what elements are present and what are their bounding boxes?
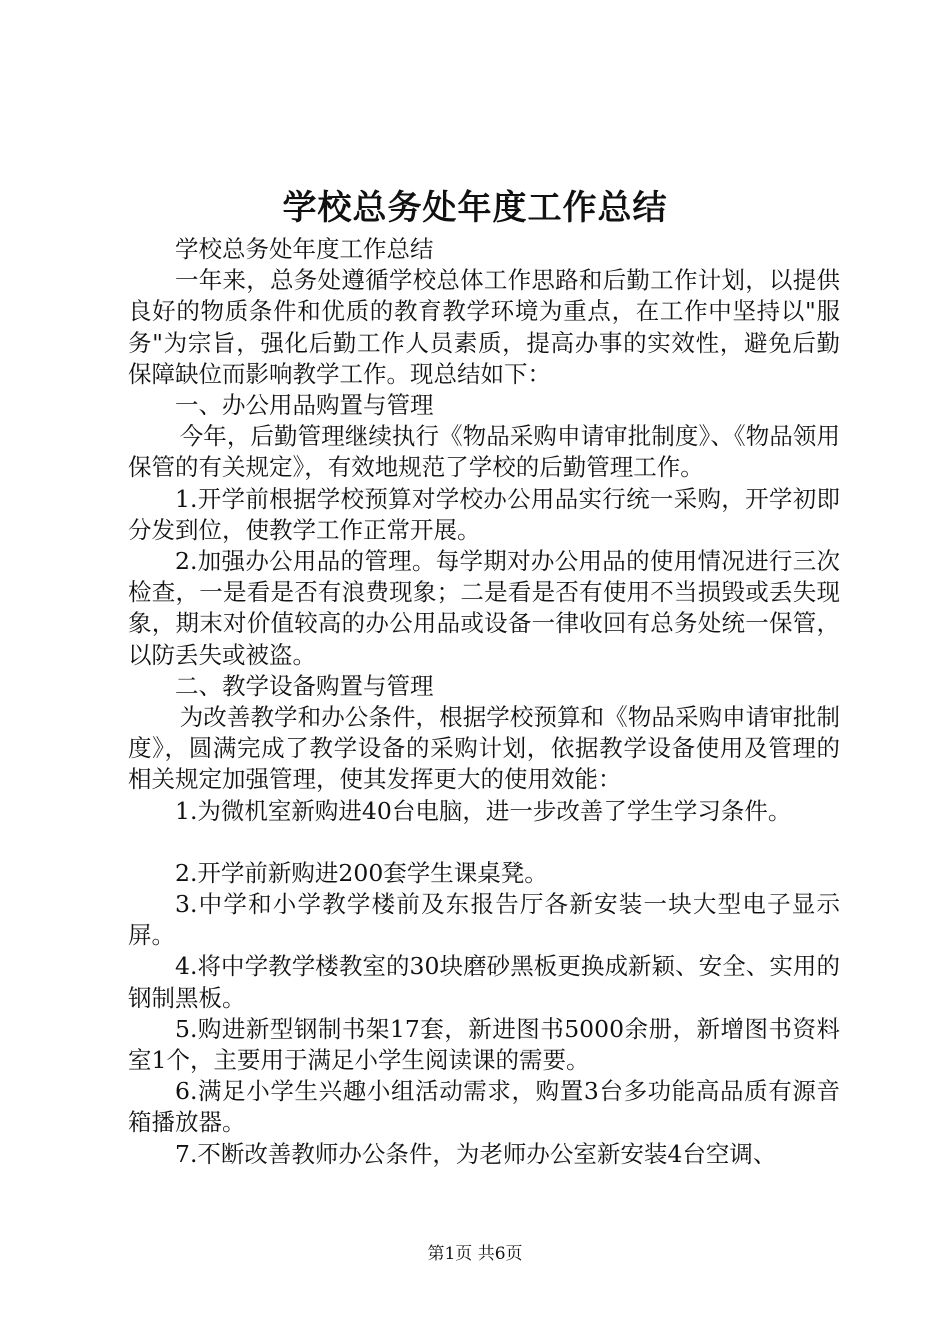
paragraph-teaching-equipment: 为改善教学和办公条件，根据学校预算和《物品采购申请审批制度》，圆满完成了教学设备的采购计划，依据教学设备使用及管理的相关规定加强管理，使其发挥更大的使用效能： [128, 703, 840, 794]
section-heading-teaching-equipment: 二、教学设备购置与管理 [175, 671, 434, 700]
paragraph-office-supplies: 今年，后勤管理继续执行《物品采购申请审批制度》、《物品领用保管的有关规定》，有效地规范了学校的后勤管理工作。 [128, 422, 840, 482]
list-item-equipment-4: 4.将中学教学楼教室的30块磨砂黑板更换成新颖、安全、实用的钢制黑板。 [128, 952, 840, 1012]
list-item-equipment-1: 1.为微机室新购进40台电脑，进一步改善了学生学习条件。 [175, 796, 792, 825]
document-title: 学校总务处年度工作总结 [282, 188, 668, 228]
list-item-equipment-3: 3.中学和小学教学楼前及东报告厅各新安装一块大型电子显示屏。 [128, 890, 840, 950]
document-body [128, 234, 840, 1170]
list-item-equipment-2: 2.开学前新购进200套学生课桌凳。 [175, 858, 548, 887]
list-item-equipment-6: 6.满足小学生兴趣小组活动需求，购置3台多功能高品质有源音箱播放器。 [128, 1077, 840, 1137]
list-item-equipment-5: 5.购进新型钢制书架17套，新进图书5000余册，新增图书资料室1个，主要用于满足小学生阅读课的需要。 [128, 1014, 840, 1075]
list-item-equipment-7: 7.不断改善教师办公条件，为老师办公室新安装4台空调、 [175, 1139, 777, 1168]
paragraph-intro: 一年来，总务处遵循学校总体工作思路和后勤工作计划，以提供良好的物质条件和优质的教育教学环境为重点，在工作中坚持以"服务"为宗旨，强化后勤工作人员素质，提高办事的实效性，避免后勤保障缺位而影响教学工作。现总结如下： [128, 266, 840, 388]
section-heading-office-supplies: 一、办公用品购置与管理 [175, 391, 434, 420]
list-item-office-1: 1.开学前根据学校预算对学校办公用品实行统一采购，开学初即分发到位，使教学工作正常开展。 [128, 484, 840, 544]
page-number-footer: 第1页 共6页 [427, 1244, 523, 1264]
list-item-office-2: 2.加强办公用品的管理。每学期对办公用品的使用情况进行三次检查，一是看是否有浪费现象；二是看是否有使用不当损毁或丢失现象，期末对价值较高的办公用品或设备一律收回有总务处统一保管，以防丢失或被盗。 [128, 547, 840, 669]
paragraph-subtitle: 学校总务处年度工作总结 [175, 235, 434, 263]
